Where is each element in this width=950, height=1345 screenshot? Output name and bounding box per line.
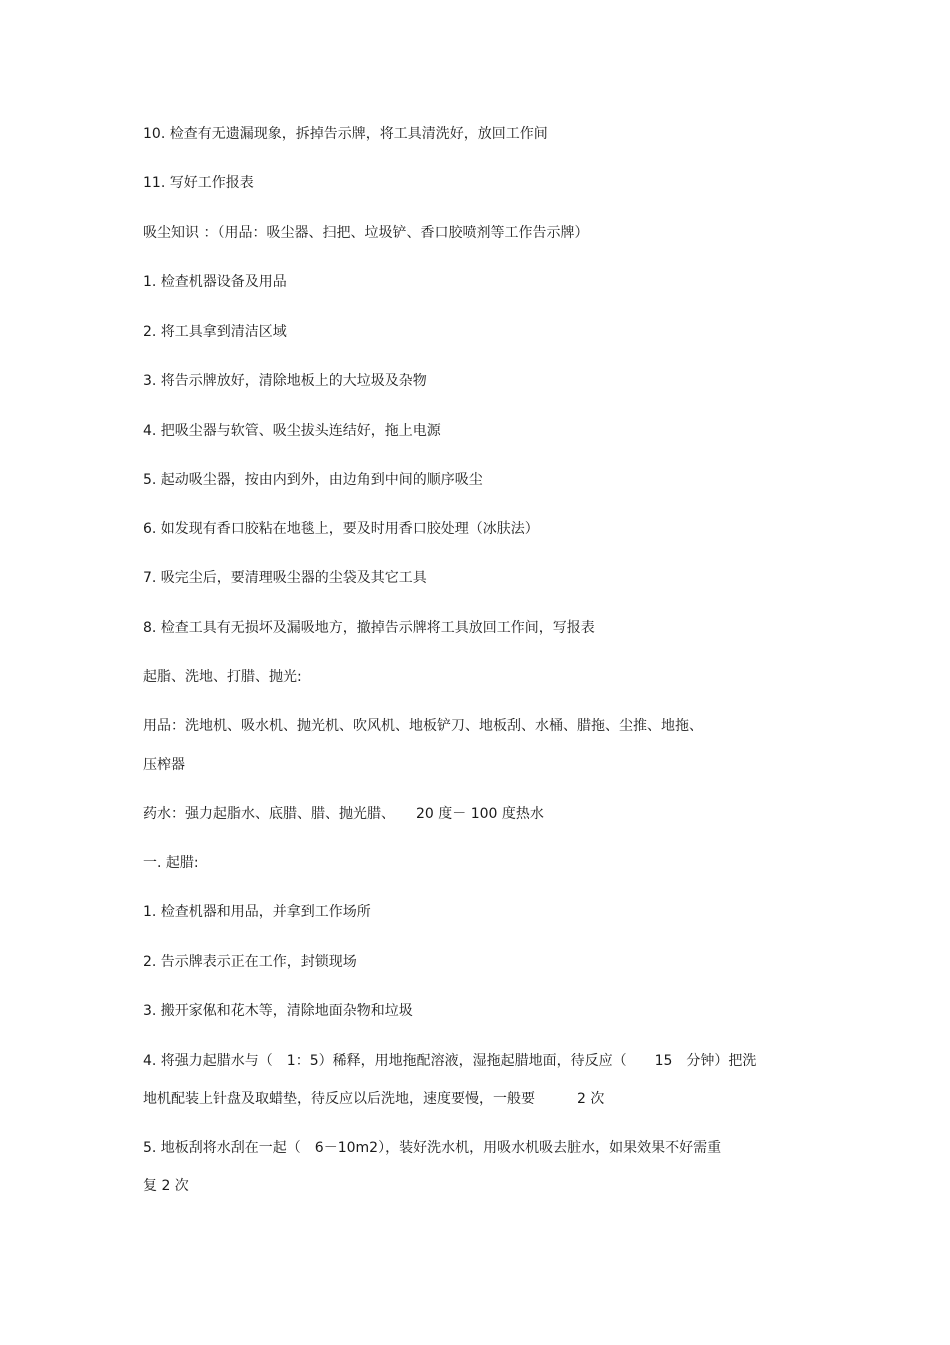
text-line: 2. 将工具拿到清洁区域 — [143, 324, 287, 340]
text-line: 11. 写好工作报表 — [143, 175, 254, 191]
text-line: 一. 起腊: — [143, 855, 199, 871]
text-line: 5. 地板刮将水刮在一起（ 6－10m2），装好洗水机，用吸水机吸去脏水，如果效果不好需重 — [143, 1140, 722, 1156]
text-line: 10. 检查有无遗漏现象，拆掉告示牌，将工具清洗好，放回工作间 — [143, 126, 548, 142]
text-line: 药水：强力起脂水、底腊、腊、抛光腊、 20 度－ 100 度热水 — [143, 806, 544, 822]
text-line: 复 2 次 — [143, 1178, 189, 1194]
text-line: 8. 检查工具有无损坏及漏吸地方，撤掉告示牌将工具放回工作间，写报表 — [143, 620, 595, 636]
text-line: 3. 搬开家俬和花木等，清除地面杂物和垃圾 — [143, 1003, 413, 1019]
text-line: 压榨器 — [143, 757, 185, 773]
text-line: 3. 将告示牌放好，清除地板上的大垃圾及杂物 — [143, 373, 427, 389]
text-line: 地机配装上针盘及取蜡垫，待反应以后洗地，速度要慢，一般要 2 次 — [143, 1091, 605, 1107]
text-line: 5. 起动吸尘器，按由内到外，由边角到中间的顺序吸尘 — [143, 472, 483, 488]
text-line: 用品：洗地机、吸水机、抛光机、吹风机、地板铲刀、地板刮、水桶、腊拖、尘推、地拖、 — [143, 718, 703, 734]
text-line: 4. 把吸尘器与软管、吸尘拔头连结好，拖上电源 — [143, 423, 441, 439]
text-line: 4. 将强力起腊水与（ 1：5）稀释，用地拖配溶液，湿拖起腊地面，待反应（ 15 分钟）把洗 — [143, 1053, 757, 1069]
text-line: 7. 吸完尘后，要清理吸尘器的尘袋及其它工具 — [143, 570, 427, 586]
text-line: 吸尘知识 ：（用品：吸尘器、扫把、垃圾铲、香口胶喷剂等工作告示牌） — [143, 225, 589, 241]
text-line: 6. 如发现有香口胶粘在地毯上，要及时用香口胶处理（冰肤法） — [143, 521, 539, 537]
text-line: 1. 检查机器设备及用品 — [143, 274, 287, 290]
text-line: 起脂、洗地、打腊、抛光: — [143, 669, 302, 685]
text-line: 1. 检查机器和用品，并拿到工作场所 — [143, 904, 371, 920]
text-line: 2. 告示牌表示正在工作，封锁现场 — [143, 954, 357, 970]
